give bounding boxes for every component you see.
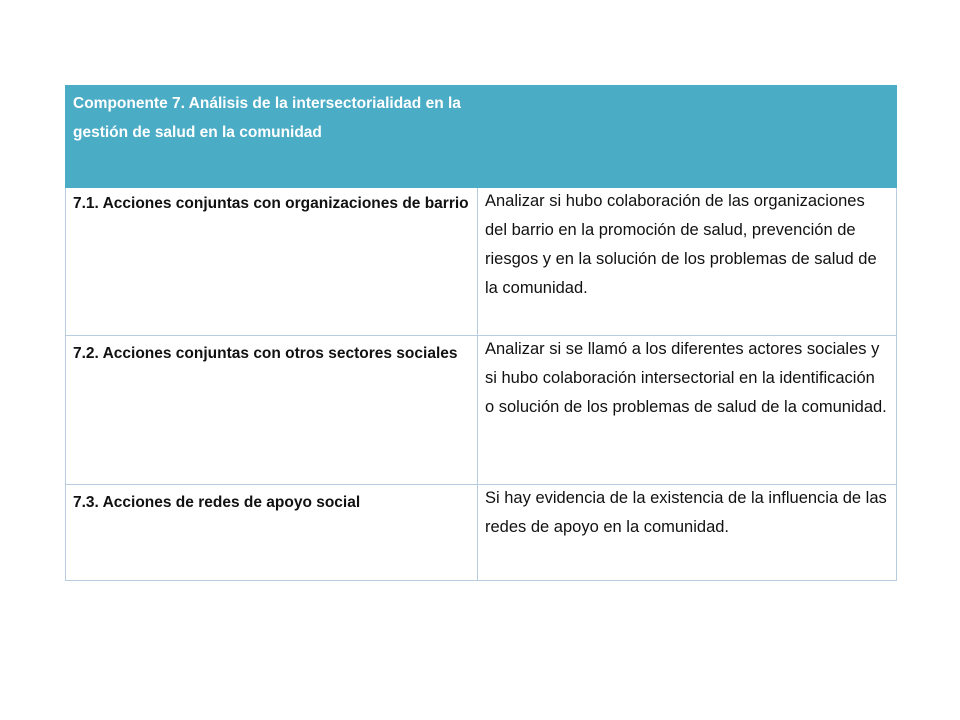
criterion-label: 7.3. Acciones de redes de apoyo social — [73, 494, 361, 511]
criterion-description: Si hay evidencia de la existencia de la influencia de las redes de apoyo en la comunidad. — [485, 489, 887, 536]
table-row — [66, 336, 897, 485]
criterion-cell — [66, 485, 478, 581]
criterion-description: Analizar si hubo colaboración de las organizaciones del barrio en la promoción de salud, prevención de riesgos y en la solución de los problemas de salud de la comunidad. — [485, 192, 877, 297]
description-cell — [478, 188, 897, 336]
table-row — [66, 485, 897, 581]
table-row — [66, 188, 897, 336]
criterion-description: Analizar si se llamó a los diferentes actores sociales y si hubo colaboración intersectorial en la identificación o solución de los problemas de salud de la comunidad. — [485, 340, 887, 416]
criterion-cell — [66, 336, 478, 485]
description-cell — [478, 485, 897, 581]
criterion-label: 7.2. Acciones conjuntas con otros sectores sociales — [73, 345, 458, 362]
criterion-label: 7.1. Acciones conjuntas con organizaciones de barrio — [73, 195, 469, 212]
component-table — [65, 85, 897, 581]
criterion-cell — [66, 188, 478, 336]
description-cell — [478, 336, 897, 485]
header-cell — [66, 86, 478, 188]
component-title: Componente 7. Análisis de la intersectorialidad en la gestión de salud en la comunidad — [73, 95, 461, 141]
header-cell-empty — [478, 86, 897, 188]
table-header-row — [66, 86, 897, 188]
header-right-text — [478, 86, 896, 89]
